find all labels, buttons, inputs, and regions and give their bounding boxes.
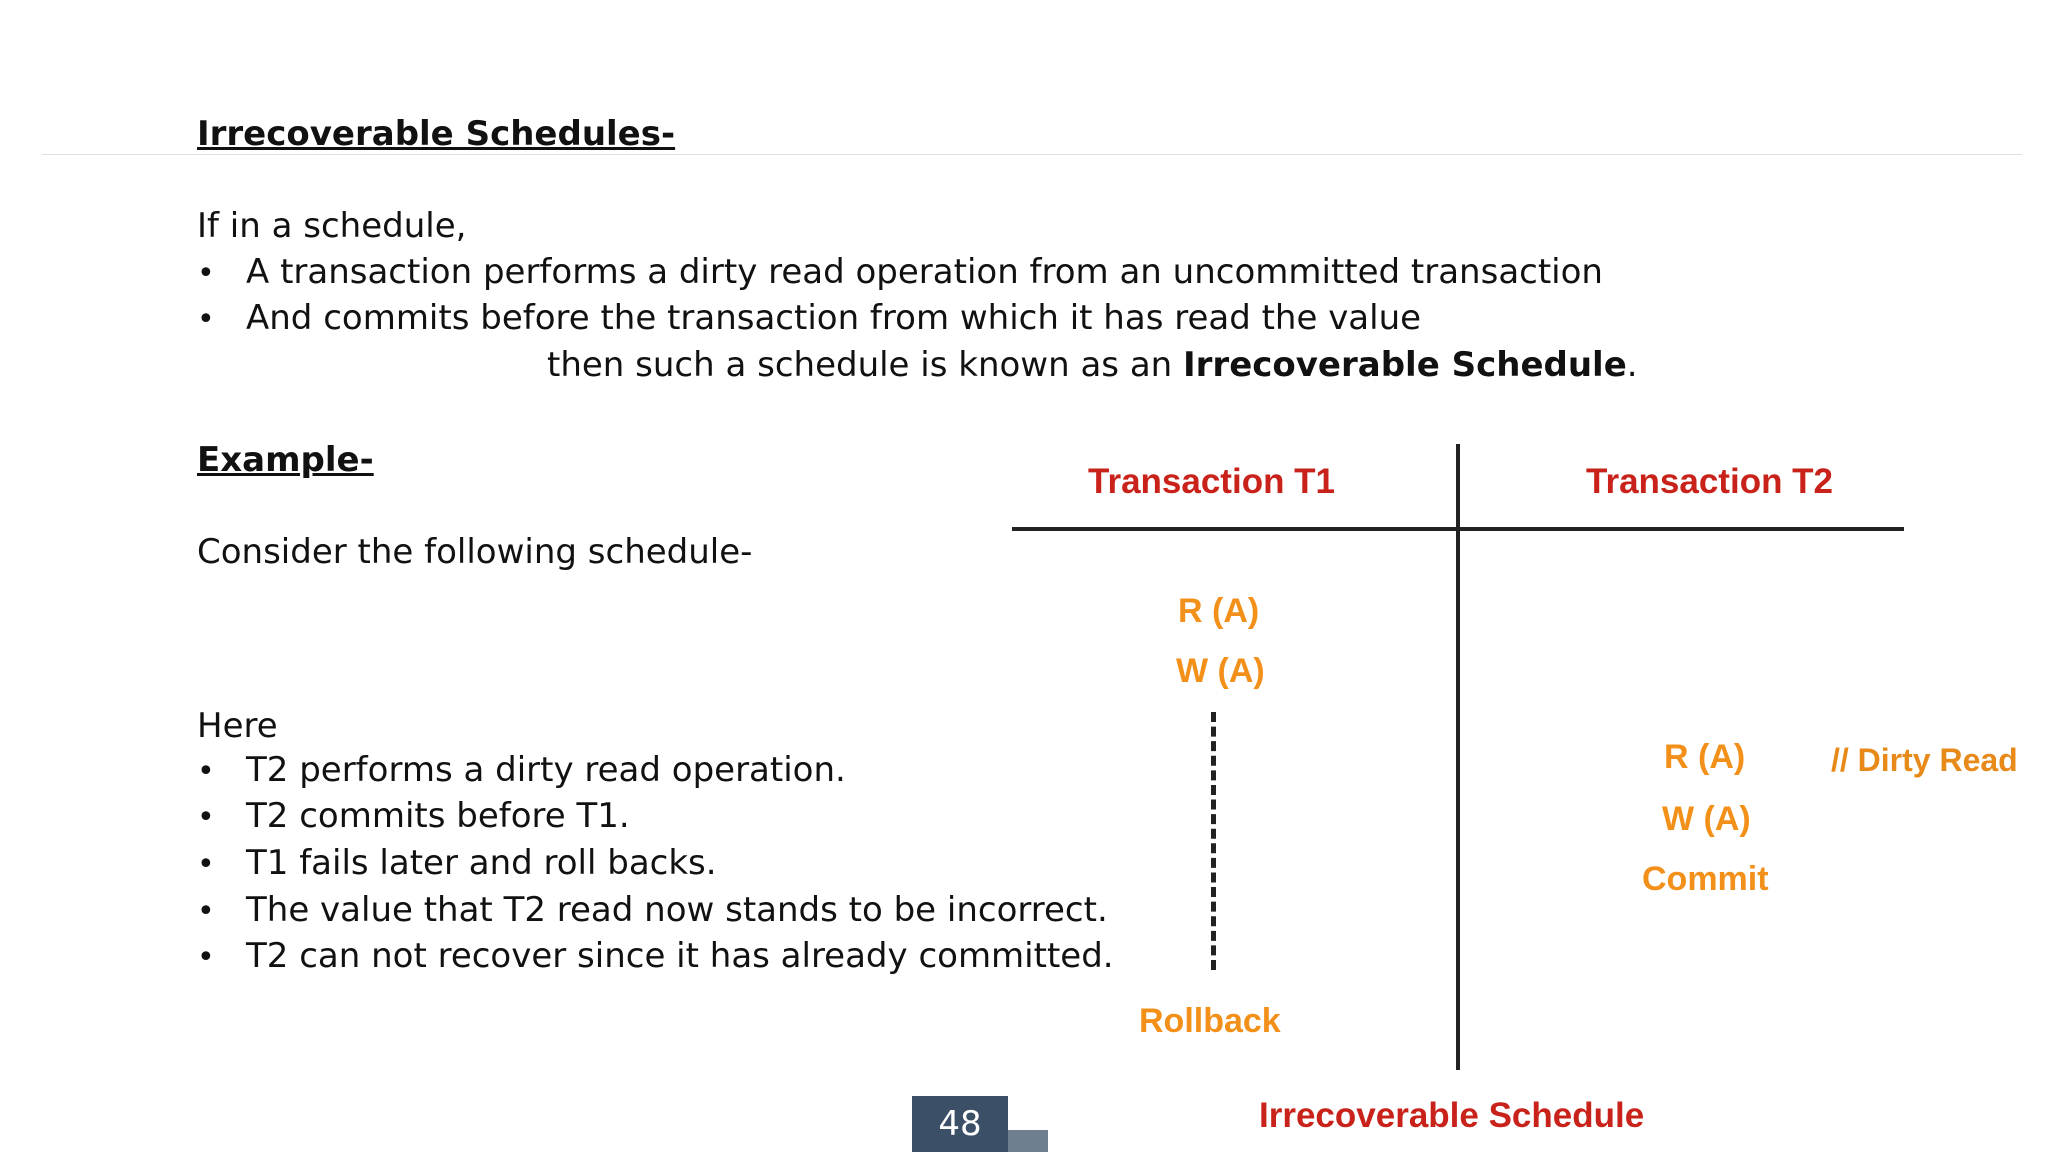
explanation-item: T1 fails later and roll backs. <box>246 843 717 883</box>
explanation-item: The value that T2 read now stands to be incorrect. <box>246 890 1108 930</box>
diagram-caption: Irrecoverable Schedule <box>1259 1096 1645 1135</box>
intro-text: If in a schedule, <box>197 206 467 246</box>
t1-rollback-op: Rollback <box>1139 1002 1281 1040</box>
page-title: Irrecoverable Schedules- <box>197 114 676 154</box>
t2-column-header: Transaction T2 <box>1586 462 1834 501</box>
here-label: Here <box>197 706 278 746</box>
dirty-read-note: // Dirty Read <box>1831 742 2018 778</box>
bullet-icon: • <box>197 894 215 929</box>
conclusion-term: Irrecoverable Schedule <box>1183 345 1627 385</box>
bullet-icon: • <box>197 302 215 337</box>
explanation-item: T2 commits before T1. <box>246 796 630 836</box>
explanation-item: T2 can not recover since it has already committed. <box>246 936 1114 976</box>
example-heading: Example- <box>197 440 374 480</box>
explanation-item: T2 performs a dirty read operation. <box>246 750 846 790</box>
t1-write-op: W (A) <box>1176 652 1265 690</box>
consider-text: Consider the following schedule- <box>197 532 753 572</box>
page-number-shadow <box>1004 1130 1048 1152</box>
bullet-icon: • <box>197 940 215 975</box>
t1-wait-dashes <box>1211 712 1216 970</box>
bullet-icon: • <box>197 847 215 882</box>
conclusion-line <box>547 345 1638 385</box>
condition-item: A transaction performs a dirty read operation from an uncommitted transaction <box>246 252 1603 292</box>
bullet-icon: • <box>197 256 215 291</box>
conclusion-prefix: then such a schedule is known as an <box>547 345 1184 385</box>
page-number: 48 <box>938 1104 982 1144</box>
title-divider <box>42 154 2022 155</box>
column-divider-line <box>1456 444 1460 1070</box>
bullet-icon: • <box>197 800 215 835</box>
condition-item: And commits before the transaction from which it has read the value <box>246 298 1422 338</box>
t1-read-op: R (A) <box>1178 592 1260 630</box>
t1-column-header: Transaction T1 <box>1088 462 1336 501</box>
conclusion-suffix: . <box>1626 345 1638 385</box>
bullet-icon: • <box>197 754 215 789</box>
t2-write-op: W (A) <box>1662 800 1751 838</box>
t2-read-op: R (A) <box>1664 738 1746 776</box>
t2-commit-op: Commit <box>1642 860 1769 898</box>
